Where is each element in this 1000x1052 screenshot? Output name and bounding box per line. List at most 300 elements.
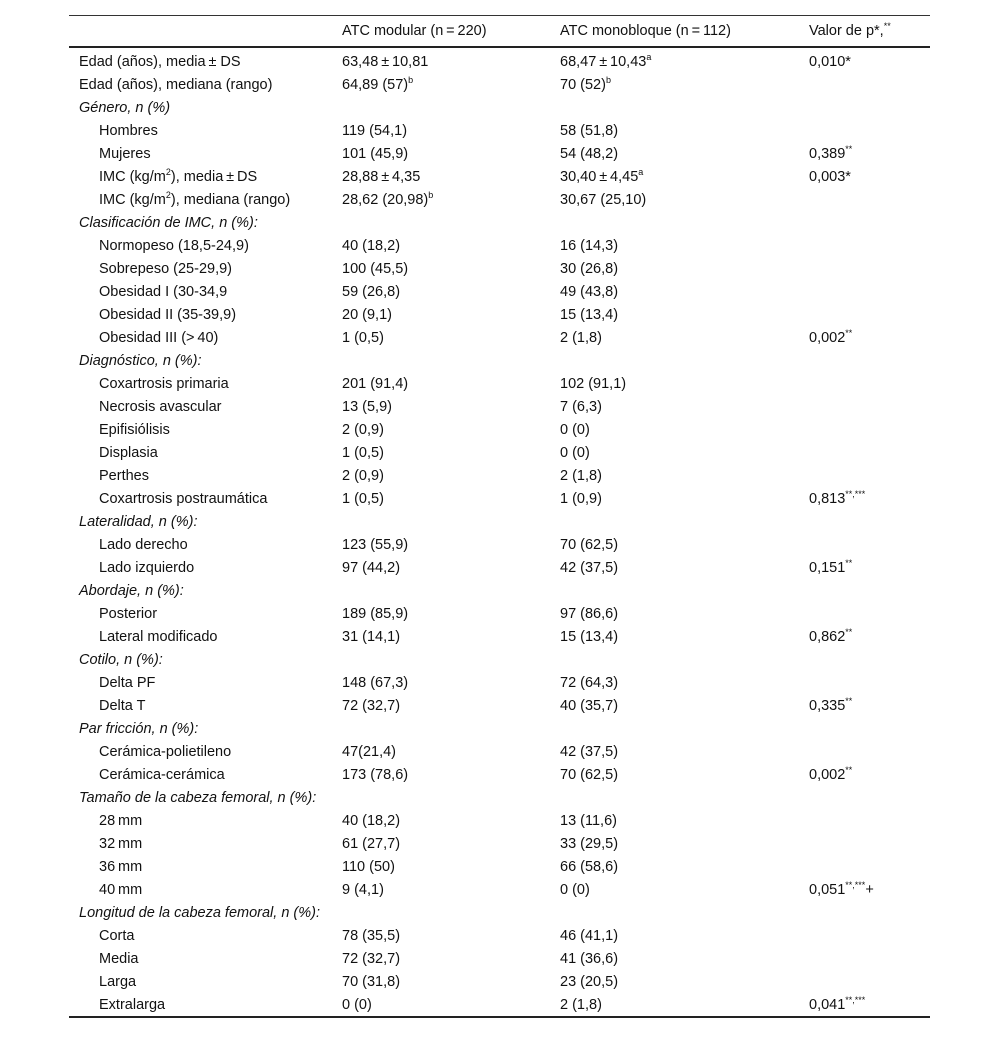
modular-cell bbox=[342, 349, 560, 372]
p-value-sup: ** bbox=[845, 143, 853, 154]
table-row bbox=[69, 832, 930, 855]
monobloque-cell bbox=[560, 257, 809, 280]
modular-cell bbox=[342, 970, 560, 993]
row-label-cell bbox=[69, 487, 342, 510]
row-label: Diagnóstico, n (%): bbox=[79, 352, 202, 369]
row-label: Extralarga bbox=[99, 996, 166, 1013]
p-value: 0,335 bbox=[809, 697, 846, 714]
modular-cell bbox=[342, 142, 560, 165]
monobloque-cell bbox=[560, 47, 809, 73]
p-value-cell bbox=[809, 47, 930, 73]
modular-value: 64,89 (57) bbox=[342, 76, 409, 93]
table-row bbox=[69, 441, 930, 464]
section-row bbox=[69, 349, 930, 372]
modular-cell bbox=[342, 717, 560, 740]
p-value-cell bbox=[809, 326, 930, 349]
row-label: IMC (kg/m bbox=[99, 168, 166, 185]
p-value: 0,813 bbox=[809, 490, 846, 507]
section-row bbox=[69, 901, 930, 924]
monobloque-cell bbox=[560, 625, 809, 648]
table-row bbox=[69, 740, 930, 763]
row-label: Larga bbox=[99, 973, 137, 990]
table-row bbox=[69, 303, 930, 326]
p-value: 0,151 bbox=[809, 559, 846, 576]
modular-cell bbox=[342, 740, 560, 763]
table-row bbox=[69, 809, 930, 832]
monobloque-value: 2 (1,8) bbox=[560, 467, 602, 484]
p-value-cell bbox=[809, 947, 930, 970]
monobloque-cell bbox=[560, 142, 809, 165]
row-label: 28 mm bbox=[99, 812, 143, 829]
table-row bbox=[69, 418, 930, 441]
monobloque-cell bbox=[560, 648, 809, 671]
monobloque-cell bbox=[560, 372, 809, 395]
p-value-cell bbox=[809, 648, 930, 671]
monobloque-cell bbox=[560, 119, 809, 142]
row-label-cell bbox=[69, 809, 342, 832]
p-value-cell bbox=[809, 142, 930, 165]
modular-cell bbox=[342, 602, 560, 625]
p-value-cell bbox=[809, 464, 930, 487]
header-variable bbox=[69, 16, 342, 48]
p-value-sup: ** bbox=[845, 695, 853, 706]
row-label: Corta bbox=[99, 927, 135, 944]
p-value-sup: **,*** bbox=[845, 488, 866, 499]
table-row bbox=[69, 142, 930, 165]
p-value-cell bbox=[809, 855, 930, 878]
modular-cell bbox=[342, 510, 560, 533]
row-label-cell bbox=[69, 901, 342, 924]
table-row bbox=[69, 556, 930, 579]
row-label-cell bbox=[69, 73, 342, 96]
monobloque-cell bbox=[560, 556, 809, 579]
row-label-cell bbox=[69, 418, 342, 441]
monobloque-cell bbox=[560, 487, 809, 510]
table-row bbox=[69, 73, 930, 96]
monobloque-value: 42 (37,5) bbox=[560, 743, 619, 760]
section-row bbox=[69, 579, 930, 602]
p-value-cell bbox=[809, 165, 930, 188]
p-value-cell bbox=[809, 441, 930, 464]
modular-value: 2 (0,9) bbox=[342, 421, 384, 438]
modular-value: 40 (18,2) bbox=[342, 812, 401, 829]
p-value-sup: **,*** bbox=[845, 994, 866, 1005]
p-value-cell bbox=[809, 809, 930, 832]
monobloque-cell bbox=[560, 809, 809, 832]
row-label: Género, n (%) bbox=[79, 99, 171, 116]
table-row bbox=[69, 464, 930, 487]
monobloque-cell bbox=[560, 786, 809, 809]
row-label: Perthes bbox=[99, 467, 149, 484]
row-label: Delta T bbox=[99, 697, 146, 714]
monobloque-cell bbox=[560, 418, 809, 441]
section-row bbox=[69, 211, 930, 234]
modular-cell bbox=[342, 47, 560, 73]
p-value-cell bbox=[809, 740, 930, 763]
monobloque-value: 72 (64,3) bbox=[560, 674, 619, 691]
monobloque-value: 15 (13,4) bbox=[560, 306, 619, 323]
monobloque-cell bbox=[560, 280, 809, 303]
row-label-cell bbox=[69, 510, 342, 533]
table-row bbox=[69, 763, 930, 786]
row-label: Par fricción, n (%): bbox=[79, 720, 199, 737]
modular-value: 72 (32,7) bbox=[342, 697, 401, 714]
row-label: 40 mm bbox=[99, 881, 143, 898]
row-label-cell bbox=[69, 280, 342, 303]
modular-cell bbox=[342, 533, 560, 556]
row-label: Cotilo, n (%): bbox=[79, 651, 163, 668]
modular-cell bbox=[342, 441, 560, 464]
monobloque-value: 58 (51,8) bbox=[560, 122, 619, 139]
p-value-cell bbox=[809, 510, 930, 533]
p-value-cell bbox=[809, 119, 930, 142]
row-label: Obesidad II (35-39,9) bbox=[99, 306, 237, 323]
monobloque-value: 46 (41,1) bbox=[560, 927, 619, 944]
monobloque-cell bbox=[560, 165, 809, 188]
modular-value: 70 (31,8) bbox=[342, 973, 401, 990]
p-value-cell bbox=[809, 970, 930, 993]
modular-cell bbox=[342, 878, 560, 901]
modular-value: 2 (0,9) bbox=[342, 467, 384, 484]
p-value-cell bbox=[809, 924, 930, 947]
p-value-cell bbox=[809, 349, 930, 372]
monobloque-cell bbox=[560, 602, 809, 625]
row-label: Epifisiólisis bbox=[99, 421, 170, 438]
header-p-value bbox=[809, 16, 930, 48]
p-value-cell bbox=[809, 96, 930, 119]
p-value-cell bbox=[809, 671, 930, 694]
p-value-cell bbox=[809, 556, 930, 579]
p-value: 0,051 bbox=[809, 881, 846, 898]
monobloque-value: 30 (26,8) bbox=[560, 260, 619, 277]
header-monobloque: ATC monobloque (n = 112) bbox=[560, 23, 731, 39]
row-label-cell bbox=[69, 993, 342, 1017]
p-value-cell bbox=[809, 418, 930, 441]
p-value-sup: ** bbox=[845, 626, 853, 637]
modular-cell bbox=[342, 786, 560, 809]
p-value-cell bbox=[809, 832, 930, 855]
monobloque-value: 41 (36,6) bbox=[560, 950, 619, 967]
row-label: IMC (kg/m bbox=[99, 191, 166, 208]
row-label: Clasificación de IMC, n (%): bbox=[79, 214, 258, 231]
table-row bbox=[69, 694, 930, 717]
modular-cell bbox=[342, 694, 560, 717]
row-label: Cerámica-cerámica bbox=[99, 766, 225, 783]
monobloque-cell bbox=[560, 671, 809, 694]
modular-value: 20 (9,1) bbox=[342, 306, 392, 323]
p-value: 0,862 bbox=[809, 628, 846, 645]
row-label-cell bbox=[69, 211, 342, 234]
monobloque-value: 0 (0) bbox=[560, 881, 590, 898]
row-label-cell bbox=[69, 395, 342, 418]
monobloque-cell bbox=[560, 441, 809, 464]
table-row bbox=[69, 947, 930, 970]
row-label-cell bbox=[69, 326, 342, 349]
table-row bbox=[69, 855, 930, 878]
table-row bbox=[69, 602, 930, 625]
row-label: Coxartrosis primaria bbox=[99, 375, 229, 392]
row-label-cell bbox=[69, 878, 342, 901]
row-label-cell bbox=[69, 441, 342, 464]
monobloque-sup: b bbox=[605, 74, 611, 85]
modular-cell bbox=[342, 234, 560, 257]
monobloque-value: 40 (35,7) bbox=[560, 697, 619, 714]
p-value-cell bbox=[809, 234, 930, 257]
row-label-cell bbox=[69, 648, 342, 671]
row-label: Coxartrosis postraumática bbox=[99, 490, 268, 507]
p-value-cell bbox=[809, 73, 930, 96]
monobloque-cell bbox=[560, 510, 809, 533]
modular-value: 61 (27,7) bbox=[342, 835, 401, 852]
modular-cell bbox=[342, 671, 560, 694]
row-label-cell bbox=[69, 740, 342, 763]
modular-value: 47(21,4) bbox=[342, 743, 397, 760]
row-label: 32 mm bbox=[99, 835, 143, 852]
p-value-cell bbox=[809, 901, 930, 924]
modular-cell bbox=[342, 73, 560, 96]
modular-cell bbox=[342, 993, 560, 1017]
modular-cell bbox=[342, 625, 560, 648]
header-row bbox=[69, 16, 930, 48]
row-label-suffix: ), media ± DS bbox=[170, 168, 258, 185]
modular-cell bbox=[342, 464, 560, 487]
row-label: Edad (años), media ± DS bbox=[79, 53, 241, 70]
monobloque-value: 30,40 ± 4,45 bbox=[560, 168, 639, 185]
monobloque-cell bbox=[560, 924, 809, 947]
p-value-cell bbox=[809, 257, 930, 280]
modular-cell bbox=[342, 648, 560, 671]
header-p-label: Valor de p*, bbox=[809, 23, 884, 39]
p-value-cell bbox=[809, 602, 930, 625]
modular-value: 78 (35,5) bbox=[342, 927, 401, 944]
row-label: 36 mm bbox=[99, 858, 143, 875]
monobloque-cell bbox=[560, 947, 809, 970]
section-row bbox=[69, 648, 930, 671]
modular-cell bbox=[342, 924, 560, 947]
monobloque-value: 13 (11,6) bbox=[560, 812, 617, 829]
row-label: Delta PF bbox=[99, 674, 156, 691]
p-value: 0,010* bbox=[809, 53, 851, 70]
row-label: Lateralidad, n (%): bbox=[79, 513, 198, 530]
row-label: Tamaño de la cabeza femoral, n (%): bbox=[79, 789, 317, 806]
row-label-cell bbox=[69, 303, 342, 326]
row-label: Obesidad III (> 40) bbox=[99, 329, 219, 346]
table-row bbox=[69, 188, 930, 211]
row-label: Displasia bbox=[99, 444, 158, 461]
modular-cell bbox=[342, 188, 560, 211]
monobloque-value: 66 (58,6) bbox=[560, 858, 619, 875]
monobloque-cell bbox=[560, 211, 809, 234]
monobloque-value: 15 (13,4) bbox=[560, 628, 619, 645]
modular-value: 123 (55,9) bbox=[342, 536, 409, 553]
modular-value: 101 (45,9) bbox=[342, 145, 409, 162]
section-row bbox=[69, 510, 930, 533]
monobloque-value: 97 (86,6) bbox=[560, 605, 619, 622]
row-label-cell bbox=[69, 970, 342, 993]
modular-cell bbox=[342, 257, 560, 280]
row-label: Necrosis avascular bbox=[99, 398, 222, 415]
row-label-cell bbox=[69, 142, 342, 165]
row-label-cell bbox=[69, 96, 342, 119]
section-row bbox=[69, 717, 930, 740]
row-label-suffix: ), mediana (rango) bbox=[170, 191, 291, 208]
modular-value: 28,62 (20,98) bbox=[342, 191, 429, 208]
p-value-cell bbox=[809, 211, 930, 234]
modular-value: 1 (0,5) bbox=[342, 490, 384, 507]
table-row bbox=[69, 234, 930, 257]
modular-cell bbox=[342, 326, 560, 349]
modular-cell bbox=[342, 809, 560, 832]
row-label: Obesidad I (30-34,9 bbox=[99, 283, 228, 300]
monobloque-value: 33 (29,5) bbox=[560, 835, 619, 852]
row-label: Cerámica-polietileno bbox=[99, 743, 232, 760]
row-label-cell bbox=[69, 947, 342, 970]
monobloque-cell bbox=[560, 832, 809, 855]
p-value-sup: ** bbox=[845, 327, 853, 338]
modular-value: 59 (26,8) bbox=[342, 283, 401, 300]
monobloque-cell bbox=[560, 763, 809, 786]
row-label-cell bbox=[69, 349, 342, 372]
table-row bbox=[69, 257, 930, 280]
p-value-cell bbox=[809, 993, 930, 1017]
row-label-cell bbox=[69, 671, 342, 694]
p-value-cell bbox=[809, 395, 930, 418]
p-value-sup: ** bbox=[845, 557, 853, 568]
p-value-cell bbox=[809, 303, 930, 326]
modular-cell bbox=[342, 211, 560, 234]
row-label-sup: 2 bbox=[165, 166, 171, 177]
modular-cell bbox=[342, 901, 560, 924]
row-label: Hombres bbox=[99, 122, 158, 139]
modular-cell bbox=[342, 947, 560, 970]
row-label-cell bbox=[69, 924, 342, 947]
table-row bbox=[69, 326, 930, 349]
row-label: Media bbox=[99, 950, 139, 967]
monobloque-value: 30,67 (25,10) bbox=[560, 191, 647, 208]
modular-value: 189 (85,9) bbox=[342, 605, 409, 622]
monobloque-cell bbox=[560, 464, 809, 487]
modular-value: 100 (45,5) bbox=[342, 260, 409, 277]
row-label-sup: 2 bbox=[165, 189, 171, 200]
row-label: Lateral modificado bbox=[99, 628, 218, 645]
table-row bbox=[69, 119, 930, 142]
modular-cell bbox=[342, 395, 560, 418]
table-row bbox=[69, 970, 930, 993]
modular-cell bbox=[342, 96, 560, 119]
monobloque-value: 2 (1,8) bbox=[560, 329, 602, 346]
p-value-cell bbox=[809, 188, 930, 211]
monobloque-cell bbox=[560, 96, 809, 119]
table-row bbox=[69, 671, 930, 694]
row-label-cell bbox=[69, 464, 342, 487]
monobloque-cell bbox=[560, 901, 809, 924]
table-row bbox=[69, 395, 930, 418]
row-label: Sobrepeso (25-29,9) bbox=[99, 260, 232, 277]
table-row bbox=[69, 878, 930, 901]
p-value-sup: ** bbox=[845, 764, 853, 775]
row-label-cell bbox=[69, 47, 342, 73]
row-label-cell bbox=[69, 602, 342, 625]
monobloque-value: 0 (0) bbox=[560, 421, 590, 438]
modular-value: 63,48 ± 10,81 bbox=[342, 53, 429, 70]
p-value-cell bbox=[809, 280, 930, 303]
row-label-cell bbox=[69, 257, 342, 280]
p-value-suffix: + bbox=[865, 881, 874, 898]
monobloque-cell bbox=[560, 878, 809, 901]
modular-cell bbox=[342, 487, 560, 510]
modular-value: 148 (67,3) bbox=[342, 674, 409, 691]
row-label: Mujeres bbox=[99, 145, 151, 162]
p-value-sup: **,*** bbox=[845, 879, 866, 890]
monobloque-value: 0 (0) bbox=[560, 444, 590, 461]
modular-cell bbox=[342, 763, 560, 786]
monobloque-cell bbox=[560, 970, 809, 993]
modular-value: 110 (50) bbox=[342, 858, 395, 875]
row-label: Lado izquierdo bbox=[99, 559, 195, 576]
monobloque-cell bbox=[560, 579, 809, 602]
monobloque-cell bbox=[560, 303, 809, 326]
p-value-cell bbox=[809, 579, 930, 602]
monobloque-cell bbox=[560, 234, 809, 257]
modular-cell bbox=[342, 855, 560, 878]
table-row bbox=[69, 280, 930, 303]
monobloque-cell bbox=[560, 73, 809, 96]
modular-value: 9 (4,1) bbox=[342, 881, 384, 898]
p-value: 0,003* bbox=[809, 168, 851, 185]
row-label-cell bbox=[69, 188, 342, 211]
monobloque-value: 1 (0,9) bbox=[560, 490, 602, 507]
monobloque-value: 23 (20,5) bbox=[560, 973, 619, 990]
row-label-cell bbox=[69, 165, 342, 188]
monobloque-cell bbox=[560, 533, 809, 556]
modular-cell bbox=[342, 556, 560, 579]
table-row bbox=[69, 533, 930, 556]
row-label-cell bbox=[69, 855, 342, 878]
table-header bbox=[69, 16, 930, 48]
p-value-cell bbox=[809, 763, 930, 786]
monobloque-cell bbox=[560, 349, 809, 372]
modular-sup: b bbox=[408, 74, 414, 85]
modular-sup: b bbox=[428, 189, 434, 200]
p-value-cell bbox=[809, 487, 930, 510]
monobloque-cell bbox=[560, 395, 809, 418]
row-label-cell bbox=[69, 694, 342, 717]
monobloque-cell bbox=[560, 993, 809, 1017]
table-row bbox=[69, 47, 930, 73]
header-modular: ATC modular (n = 220) bbox=[342, 23, 487, 39]
p-value: 0,002 bbox=[809, 329, 846, 346]
monobloque-cell bbox=[560, 694, 809, 717]
table-row bbox=[69, 625, 930, 648]
modular-value: 1 (0,5) bbox=[342, 329, 384, 346]
p-value-cell bbox=[809, 786, 930, 809]
monobloque-value: 70 (52) bbox=[560, 76, 606, 93]
modular-cell bbox=[342, 303, 560, 326]
header-p-sup: ** bbox=[883, 21, 891, 32]
p-value-cell bbox=[809, 878, 930, 901]
row-label-cell bbox=[69, 625, 342, 648]
p-value-cell bbox=[809, 694, 930, 717]
modular-value: 72 (32,7) bbox=[342, 950, 401, 967]
row-label: Normopeso (18,5-24,9) bbox=[99, 237, 249, 254]
p-value: 0,389 bbox=[809, 145, 846, 162]
table-row bbox=[69, 924, 930, 947]
p-value-cell bbox=[809, 717, 930, 740]
monobloque-value: 70 (62,5) bbox=[560, 536, 619, 553]
row-label: Posterior bbox=[99, 605, 158, 622]
data-table bbox=[69, 15, 930, 1018]
modular-value: 119 (54,1) bbox=[342, 122, 408, 139]
